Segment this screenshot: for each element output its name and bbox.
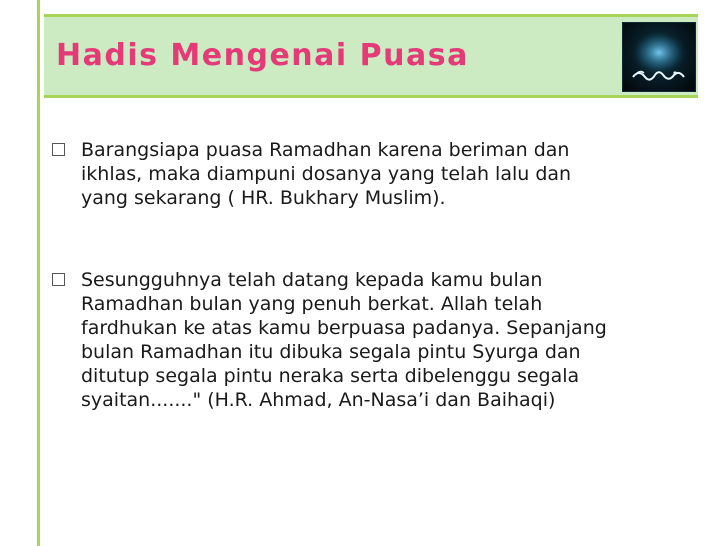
slide-title: Hadis Mengenai Puasa — [56, 38, 469, 73]
bullet-line: ditutup segala pintu neraka serta dibelenggu segala — [81, 365, 580, 387]
bullet-line: Barangsiapa puasa Ramadhan karena beriman dan — [81, 139, 570, 161]
bullet-line: Ramadhan bulan yang penuh berkat. Allah telah — [81, 293, 543, 315]
bullet-line: Sesungguhnya telah datang kepada kamu bulan — [81, 269, 543, 291]
title-banner — [44, 14, 698, 98]
bullet-line: fardhukan ke atas kamu berpuasa padanya. Sepanjang — [81, 317, 607, 339]
accent-vertical-line — [37, 0, 40, 546]
bullet-text — [81, 138, 689, 210]
bullet-line: bulan Ramadhan itu dibuka segala pintu Syurga dan — [81, 341, 581, 363]
bullet-line: yang sekarang ( HR. Bukhary Muslim). — [81, 187, 446, 209]
square-bullet-icon — [52, 143, 65, 156]
crescent-moon-calligraphy-icon — [622, 22, 696, 92]
bullet-line: syaitan......." (H.R. Ahmad, An-Nasa’i dan Baihaqi) — [81, 389, 556, 411]
bullet-line: ikhlas, maka diampuni dosanya yang telah lalu dan — [81, 163, 572, 185]
bullet-text — [81, 268, 689, 412]
square-bullet-icon — [52, 273, 65, 286]
